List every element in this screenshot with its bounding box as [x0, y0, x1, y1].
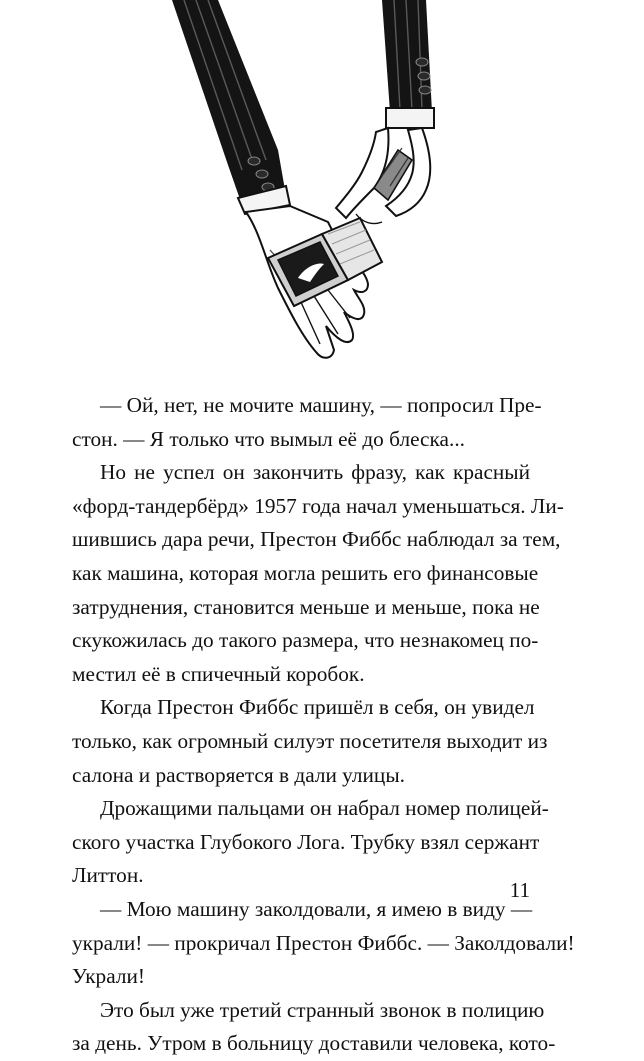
text-line: скукожилась до такого размера, что незнакомец по- [72, 628, 539, 653]
text-line: шившись дара речи, Престон Фиббс наблюдал за тем, [72, 527, 561, 552]
text-line: стон. — Я только что вымыл её до блеска... [72, 426, 465, 451]
text-line: Но не успел он закончить фразу, как красный [100, 460, 530, 485]
text-line: — Ой, нет, не мочите машину, — попросил Пре- [100, 393, 542, 417]
text-line: Когда Престон Фиббс пришёл в себя, он увидел [100, 695, 535, 720]
text-line: украли! — прокричал Престон Фиббс. — Заколдовали! [72, 930, 575, 955]
text-line: только, как огромный силуэт посетителя выходит из [72, 728, 548, 753]
text-line: Дрожащими пальцами он набрал номер полицей- [100, 796, 549, 821]
text-line: Это был уже третий странный звонок в полицию [100, 997, 545, 1022]
text-line: за день. Утром в больницу доставили человека, кото- [72, 1031, 556, 1056]
text-line: Литтон. [72, 863, 144, 888]
text-line: салона и растворяется в дали улицы. [72, 762, 405, 787]
page-number: 11 [509, 878, 530, 902]
body-text [72, 389, 575, 1061]
left-sleeve [172, 0, 290, 214]
right-sleeve [382, 0, 434, 128]
text-line: Украли! [72, 964, 145, 989]
hands-matchbox-illustration [150, 0, 480, 372]
text-line: местил её в спичечный коробок. [72, 661, 365, 686]
text-line: — Мою машину заколдовали, я имею в виду — [100, 896, 533, 921]
pinching-hand [336, 128, 430, 224]
text-line: затруднения, становится меньше и меньше, пока не [72, 594, 540, 619]
text-line: «форд-тандербёрд» 1957 года начал уменьшаться. Ли- [72, 493, 564, 518]
text-line: ского участка Глубокого Лога. Трубку взял сержант [72, 829, 540, 854]
text-line: как машина, которая могла решить его финансовые [72, 560, 539, 585]
